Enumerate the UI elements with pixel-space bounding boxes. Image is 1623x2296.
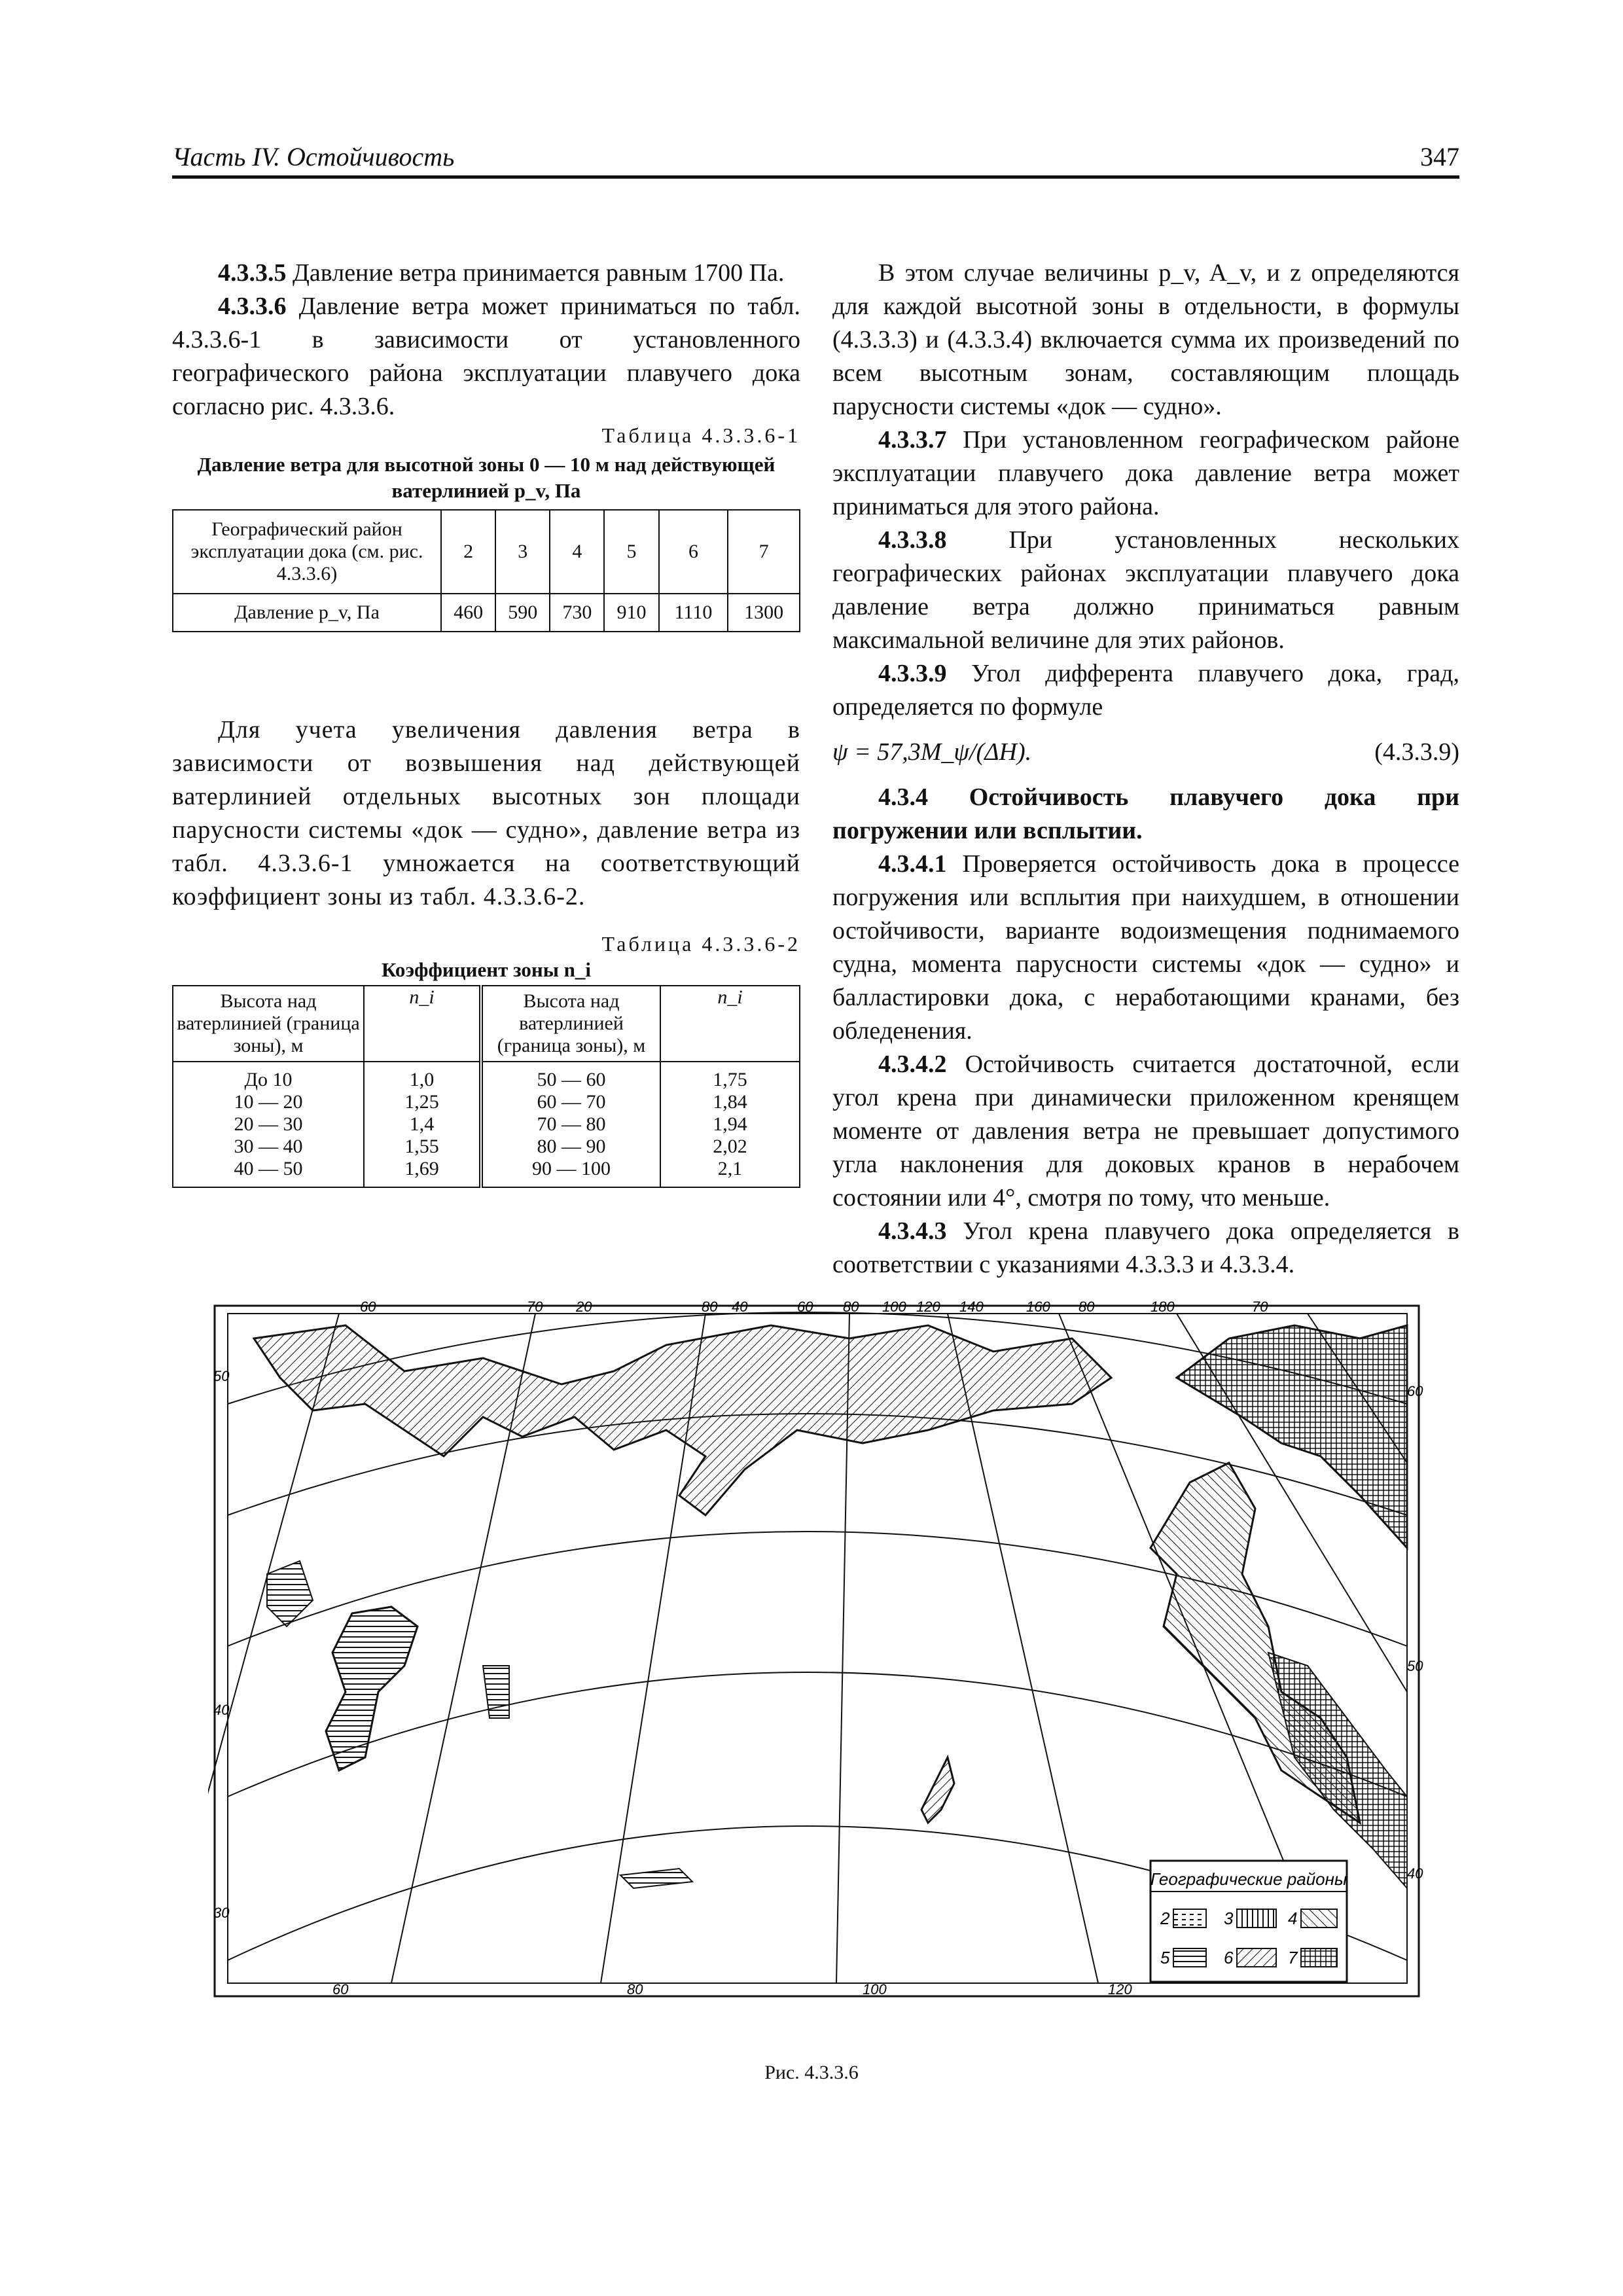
height-range: До 10: [244, 1069, 293, 1090]
ni-value: 1,0: [409, 1069, 435, 1090]
height-range: 60 — 70: [537, 1091, 606, 1113]
table1-pressure: 460: [441, 594, 495, 632]
height-range: 80 — 90: [537, 1136, 606, 1157]
legend-label: 7: [1288, 1948, 1298, 1967]
zone-coefficient-table: [172, 985, 800, 1188]
table1-region: 4: [550, 510, 604, 594]
degree-label: 100: [882, 1299, 906, 1315]
paragraph-text: Угол крена плавучего дока определяется в соответствии с указаниями 4.3.3.3 и 4.3.3.4.: [832, 1217, 1459, 1278]
legend-label: 5: [1160, 1948, 1170, 1967]
left-column-mid: [172, 713, 800, 914]
degree-label: 140: [959, 1299, 984, 1315]
northern-coast-shape: [254, 1325, 1111, 1515]
table1-region: 6: [659, 510, 728, 594]
section-number: 4.3.4.1: [878, 850, 947, 878]
table2-left-ni: [364, 1062, 481, 1187]
paragraph-text: Давление ветра может приниматься по табл. 4.3.3.6-1 в зависимости от установленного географического района эксплуатации плавучего дока согласно рис. 4.3.3.6.: [172, 293, 800, 420]
table1-pressure: 1300: [728, 594, 800, 632]
right-degree-labels: [1407, 1383, 1423, 1882]
degree-label: 20: [576, 1299, 592, 1315]
ni-value: 1,25: [404, 1091, 439, 1113]
header-rule: [172, 175, 1459, 179]
table2-head-ni: n_i: [364, 986, 481, 1062]
legend-title: Географические районы: [1150, 1869, 1347, 1889]
paragraph-4-3-3-6: [172, 290, 800, 423]
table1-region: 5: [604, 510, 658, 594]
paragraph-4-3-3-5: [172, 257, 800, 290]
formula-line: [832, 736, 1459, 769]
degree-label: 60: [797, 1299, 813, 1315]
section-number: 4.3.4.3: [878, 1217, 947, 1245]
degree-label: 80: [627, 1981, 643, 1998]
ni-value: 2,02: [713, 1136, 747, 1157]
paragraph-text: Проверяется остойчивость дока в процессе погружения или всплытия при наихудшем, в отношении остойчивости, варианте водоизмещения поднимаемого судна, момента парусности системы «док — судно» и балластировки дока, с неработающими кранами, без обледенения.: [832, 850, 1459, 1045]
right-column: [832, 257, 1459, 1282]
degree-label: 70: [527, 1299, 543, 1315]
degree-label: 60: [1407, 1383, 1423, 1399]
paragraph-text: Давление ветра принимается равным 1700 Па.: [286, 259, 785, 287]
legend-swatch-6: [1237, 1948, 1276, 1967]
legend-label: 2: [1160, 1909, 1170, 1928]
section-number: 4.3.3.7: [878, 426, 947, 454]
paragraph-text: Остойчивость считается достаточной, если угол крена при динамически приложенном кренящем моменте от давления ветра не превышает допустимого угла наклонения для доковых кранов в нерабочем состоянии или 4°, смотря по тому, что меньше.: [832, 1050, 1459, 1211]
degree-label: 60: [360, 1299, 376, 1315]
legend-swatch-2: [1173, 1909, 1206, 1928]
legend-swatch-4: [1301, 1909, 1337, 1928]
table1-pressure: 1110: [659, 594, 728, 632]
degree-label: 80: [702, 1299, 718, 1315]
degree-label: 50: [1407, 1658, 1423, 1674]
paragraph-text: Угол дифферента плавучего дока, град, определяется по формуле: [832, 660, 1459, 721]
geographic-regions-map: [208, 1299, 1438, 2013]
degree-label: 40: [1407, 1865, 1423, 1882]
degree-label: 180: [1150, 1299, 1175, 1315]
paragraph-text: При установленных нескольких географических районах эксплуатации плавучего дока давление ветра должно приниматься равным максимальной величине для этих районов.: [832, 526, 1459, 654]
table1-region: 2: [441, 510, 495, 594]
paragraph-4-3-4-1: [832, 848, 1459, 1048]
formula: ψ = 57,3M_ψ/(ΔH).: [832, 738, 1032, 766]
height-range: 20 — 30: [234, 1113, 303, 1135]
height-range: 40 — 50: [234, 1158, 303, 1179]
paragraph-4-3-4-3: [832, 1215, 1459, 1282]
section-number: 4.3.3.9: [878, 660, 947, 687]
section-title-4-3-4: 4.3.4 Остойчивость плавучего дока при погружении или всплытии.: [832, 783, 1459, 844]
degree-label: 70: [1252, 1299, 1268, 1315]
section-number: 4.3.3.8: [878, 526, 947, 554]
degree-label: 160: [1026, 1299, 1050, 1315]
table2-head-height: Высота над ватерлинией (граница зоны), м: [173, 986, 364, 1062]
table1-pressure: 910: [604, 594, 658, 632]
degree-label: 50: [213, 1368, 230, 1384]
island-shape: [921, 1757, 954, 1823]
degree-label: 120: [916, 1299, 940, 1315]
paragraph-4-3-3-8: [832, 524, 1459, 657]
legend-label: 6: [1224, 1948, 1234, 1967]
ni-value: 1,4: [409, 1113, 435, 1135]
section-number: 4.3.4.2: [878, 1050, 947, 1078]
height-range: 30 — 40: [234, 1136, 303, 1157]
section-number: 4.3.3.5: [218, 259, 287, 287]
table1-row2-head: Давление p_v, Па: [173, 594, 441, 632]
paragraph-4-3-3-7: [832, 423, 1459, 524]
table2-right-ni: [660, 1062, 800, 1187]
table1-title: Давление ветра для высотной зоны 0 — 10 м над действующей ватерлинией p_v, Па: [197, 453, 776, 502]
paragraph-text: При установленном географическом районе эксплуатации плавучего дока давление ветра может приниматься для этого района.: [832, 426, 1459, 520]
section-number: 4.3.3.6: [218, 293, 287, 320]
degree-label: 40: [732, 1299, 748, 1315]
table1-region: 7: [728, 510, 800, 594]
formula-number: (4.3.3.9): [1374, 738, 1459, 766]
table2-left-heights: [173, 1062, 364, 1187]
ni-value: 1,84: [713, 1091, 747, 1113]
table2-label: Таблица 4.3.3.6-2: [601, 932, 800, 956]
ni-value: 1,55: [404, 1136, 439, 1157]
degree-label: 60: [332, 1981, 349, 1998]
legend-label: 3: [1224, 1909, 1234, 1928]
wind-pressure-table: [172, 509, 800, 632]
paragraph-4-3-4-2: [832, 1048, 1459, 1215]
figure-caption: Рис. 4.3.3.6: [764, 2062, 859, 2083]
island-shape: [326, 1607, 418, 1770]
page-number: 347: [1420, 142, 1459, 171]
running-header-title: Часть IV. Остойчивость: [172, 142, 455, 171]
table2-title: Коэффициент зоны n_i: [381, 958, 592, 981]
legend-label: 4: [1288, 1909, 1298, 1928]
paragraph-4-3-3-9: [832, 657, 1459, 724]
degree-label: 80: [1079, 1299, 1095, 1315]
table2-head-ni: n_i: [660, 986, 800, 1062]
height-range: 90 — 100: [532, 1158, 611, 1179]
ni-value: 1,75: [713, 1069, 747, 1090]
height-range: 50 — 60: [537, 1069, 606, 1090]
table1-row1-head: Географический район эксплуатации дока (см. рис. 4.3.3.6): [173, 510, 441, 594]
table1-pressure: 590: [495, 594, 550, 632]
ni-value: 2,1: [717, 1158, 743, 1179]
paragraph-zones: В этом случае величины p_v, A_v, и z определяются для каждой высотной зоны в отдельности, в формулы (4.3.3.3) и (4.3.3.4) включается сумма их произведений по всем высотным зонам, составляющим площадь парусности системы «док — судно».: [832, 259, 1459, 420]
degree-label: 100: [863, 1981, 887, 1998]
table1-region: 3: [495, 510, 550, 594]
legend-swatch-7: [1301, 1948, 1337, 1967]
island-shape: [620, 1869, 692, 1888]
degree-label: 30: [213, 1905, 230, 1921]
ni-value: 1,94: [713, 1113, 747, 1135]
left-column-top: [172, 257, 800, 423]
paragraph-wind-increase: Для учета увеличения давления ветра в зависимости от возвышения над действующей ватерлинией отдельных высотных зон площади парусности системы «док — судно», давление ветра из табл. 4.3.3.6-1 умножается на соответствующий коэффициент зоны из табл. 4.3.3.6-2.: [172, 716, 800, 910]
table1-pressure: 730: [550, 594, 604, 632]
degree-label: 120: [1108, 1981, 1132, 1998]
table2-head-height: Высота над ватерлинией (граница зоны), м: [481, 986, 660, 1062]
height-range: 70 — 80: [537, 1113, 606, 1135]
table2-right-heights: [481, 1062, 660, 1187]
ni-value: 1,69: [404, 1158, 439, 1179]
table1-label: Таблица 4.3.3.6-1: [601, 423, 800, 447]
height-range: 10 — 20: [234, 1091, 303, 1113]
legend-swatch-5: [1173, 1948, 1206, 1967]
degree-label: 40: [213, 1702, 230, 1718]
degree-label: 80: [843, 1299, 859, 1315]
legend-swatch-3: [1237, 1909, 1276, 1928]
map-legend: [1150, 1861, 1347, 1982]
